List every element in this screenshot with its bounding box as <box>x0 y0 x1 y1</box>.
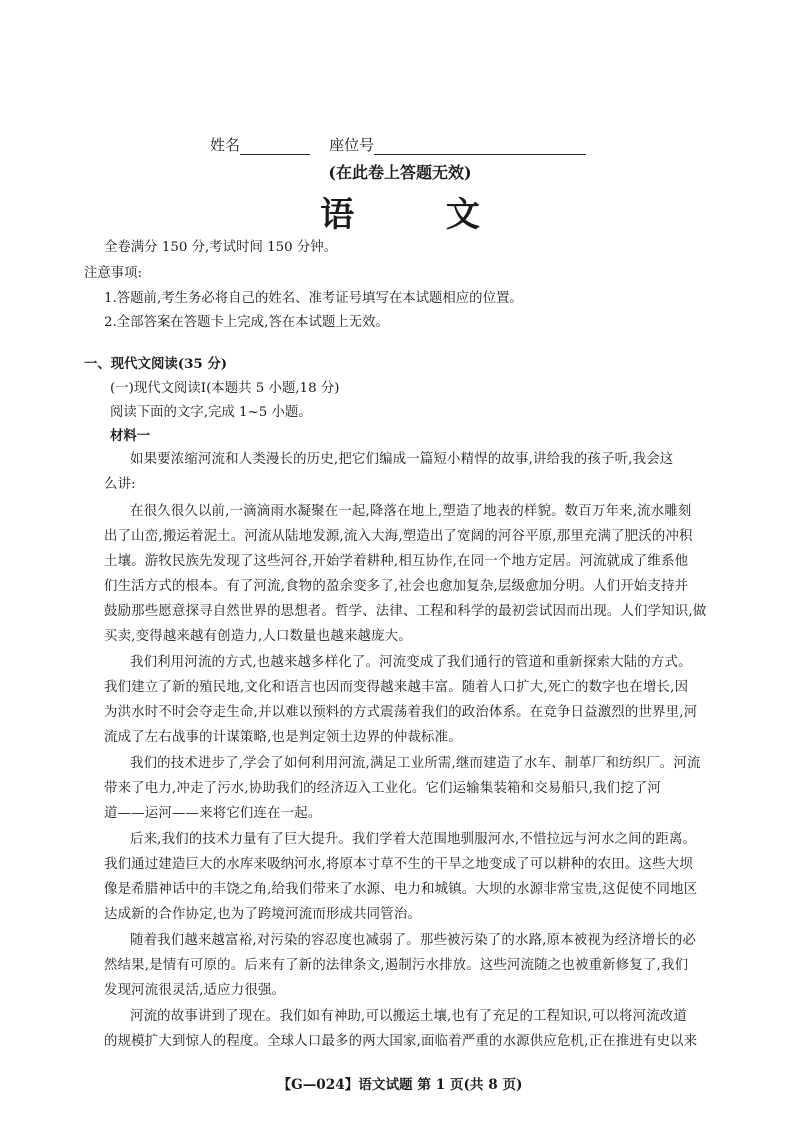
passage-line: 我们建立了新的殖民地,文化和语言也因而变得越来越丰富。随着人口扩大,死亡的数字也在增长,因 <box>104 680 689 695</box>
seat-label: 座位号 <box>329 136 375 154</box>
reading-instruction: 阅读下面的文字,完成 1~5 小题。 <box>110 405 312 420</box>
passage-line: 发现河流很灵活,适应力很强。 <box>104 983 286 998</box>
passage-line: 在很久很久以前,一滴滴雨水凝聚在一起,降落在地上,塑造了地表的样貌。数百万年来,流水雕刻 <box>130 504 692 519</box>
passage-line: 带来了电力,冲走了污水,协助我们的经济迈入工业化。它们运输集装箱和交易船只,我们挖了河 <box>104 781 661 796</box>
notes-label: 注意事项: <box>84 266 143 281</box>
note-item: 2.全部答案在答题卡上完成,答在本试题上无效。 <box>104 315 389 330</box>
passage-line: 土壤。游牧民族先发现了这些河谷,开始学着耕种,相互协作,在同一个地方定居。河流就成了维系他 <box>104 554 689 569</box>
passage-line: 然结果,是情有可原的。后来有了新的法律条文,遏制污水排放。这些河流随之也被重新修复了,我们 <box>104 958 689 973</box>
no-answer-notice: (在此卷上答题无效) <box>328 163 472 182</box>
sub-section-heading: (一)现代文阅读Ⅰ(本题共 5 小题,18 分) <box>110 381 340 396</box>
name-blank <box>240 154 310 155</box>
passage-line: 买卖,变得越来越有创造力,人口数量也越来越庞大。 <box>104 629 412 644</box>
passage-line: 出了山峦,搬运着泥土。河流从陆地发源,流入大海,塑造出了宽阔的河谷平原,那里充满了肥沃的冲积 <box>104 529 693 544</box>
exam-title: 语 文 <box>320 195 520 235</box>
passage-line: 么讲: <box>104 477 136 492</box>
passage-line: 随着我们越来越富裕,对污染的容忍度也减弱了。那些被污染了的水路,原本被视为经济增长的必 <box>130 933 697 948</box>
passage-line: 道——运河——来将它们连在一起。 <box>104 806 322 821</box>
score-time-info: 全卷满分 150 分,考试时间 150 分钟。 <box>104 240 338 255</box>
passage-line: 的规模扩大到惊人的程度。全球人口最多的两大国家,面临着严重的水源供应危机,正在推进有史以来 <box>104 1034 698 1049</box>
candidate-info-line <box>210 134 586 155</box>
passage-line: 我们利用河流的方式,也越来越多样化了。河流变成了我们通行的管道和重新探索大陆的方式。 <box>130 655 692 670</box>
passage-line: 像是希腊神话中的丰饶之角,给我们带来了水源、电力和城镇。大坝的水源非常宝贵,这促使不同地区 <box>104 882 698 897</box>
passage-line: 后来,我们的技术力量有了巨大提升。我们学着大范围地驯服河水,不惜拉远与河水之间的距离。 <box>130 832 697 847</box>
passage-line: 们生活方式的根本。有了河流,食物的盈余变多了,社会也愈加复杂,层级愈加分明。人们开始支持并 <box>104 579 689 594</box>
passage-line: 我们的技术进步了,学会了如何利用河流,满足工业所需,继而建造了水车、制革厂和纺织厂。河流 <box>130 756 701 771</box>
page-footer: 【G—024】语文试题 第 1 页(共 8 页) <box>277 1077 523 1093</box>
passage-line: 我们通过建造巨大的水库来吸纳河水,将原本寸草不生的干旱之地变成了可以耕种的农田。这些大坝 <box>104 857 693 872</box>
passage-line: 如果要浓缩河流和人类漫长的历史,把它们编成一篇短小精悍的故事,讲给我的孩子听,我会这 <box>130 452 674 467</box>
passage-line: 达成新的合作协定,也为了跨境河流而形成共同管治。 <box>104 907 422 922</box>
section-heading: 一、现代文阅读(35 分) <box>84 356 228 372</box>
name-label: 姓名 <box>210 136 241 154</box>
passage-line: 鼓励那些愿意探寻自然世界的思想者。哲学、法律、工程和科学的最初尝试因而出现。人们学知识,做 <box>104 604 707 619</box>
seat-blank <box>374 154 586 155</box>
passage-line: 为洪水时不时会夺走生命,并以难以预料的方式震荡着我们的政治体系。在竞争日益激烈的世界里,河 <box>104 705 698 720</box>
passage-line: 流成了左右战事的计谋策略,也是判定领土边界的仲裁标准。 <box>104 730 462 745</box>
passage-line: 河流的故事讲到了现在。我们如有神助,可以搬运土壤,也有了充足的工程知识,可以将河流改道 <box>130 1009 687 1024</box>
note-item: 1.答题前,考生务必将自己的姓名、准考证号填写在本试题相应的位置。 <box>104 291 523 306</box>
material-label: 材料一 <box>110 428 151 444</box>
